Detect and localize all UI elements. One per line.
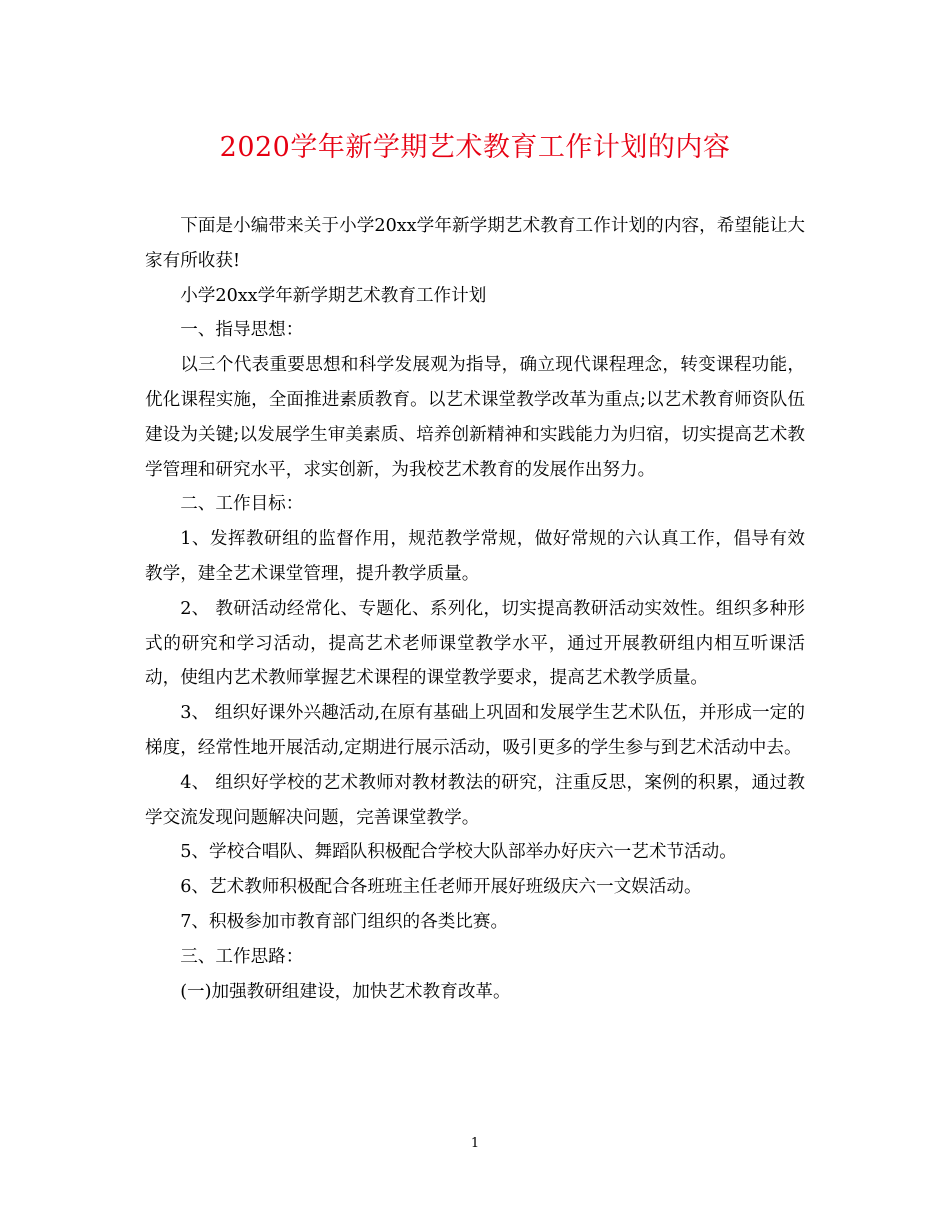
paragraph-goal-3: 3、 组织好课外兴趣活动,在原有基础上巩固和发展学生艺术队伍，并形成一定的梯度，经常性地开展活动,定期进行展示活动，吸引更多的学生参与到艺术活动中去。	[145, 703, 805, 758]
paragraph-goal-4: 4、 组织好学校的艺术教师对教材教法的研究，注重反思，案例的积累，通过教学交流发现问题解决问题，完善课堂教学。	[145, 772, 805, 828]
section-heading-work-goals: 二、工作目标：	[180, 494, 304, 515]
document-body	[145, 209, 805, 1009]
paragraph-approach-1: (一)加强教研组建设，加快艺术教育改革。	[180, 981, 511, 1002]
paragraph-intro: 下面是小编带来关于小学20xx学年新学期艺术教育工作计划的内容，希望能让大家有所收获!	[145, 216, 805, 271]
paragraph-goal-7: 7、积极参加市教育部门组织的各类比赛。	[180, 911, 509, 932]
section-heading-work-approach: 三、工作思路：	[180, 946, 304, 967]
page-number: 1	[470, 1136, 480, 1151]
paragraph-goal-2: 2、 教研活动经常化、专题化、系列化，切实提高教研活动实效性。组织多种形式的研究和学习活动，提高艺术老师课堂教学水平，通过开展教研组内相互听课活动，使组内艺术教师掌握艺术课程的课堂教学要求，提高艺术教学质量。	[145, 598, 805, 689]
paragraph-goal-1: 1、发挥教研组的监督作用，规范教学常规，做好常规的六认真工作，倡导有效教学，建全艺术课堂管理，提升教学质量。	[145, 529, 805, 584]
paragraph-guiding-thought: 以三个代表重要思想和科学发展观为指导，确立现代课程理念，转变课程功能，优化课程实施，全面推进素质教育。以艺术课堂教学改革为重点;以艺术教育师资队伍建设为关键;以发展学生审美素质、培养创新精神和实践能力为归宿，切实提高艺术教学管理和研究水平，求实创新，为我校艺术教育的发展作出努力。	[145, 355, 805, 480]
paragraph-goal-6: 6、艺术教师积极配合各班班主任老师开展好班级庆六一文娱活动。	[180, 877, 702, 898]
document-title: 2020学年新学期艺术教育工作计划的内容	[219, 132, 731, 163]
paragraph-goal-5: 5、学校合唱队、舞蹈队积极配合学校大队部举办好庆六一艺术节活动。	[180, 842, 737, 863]
section-heading-guiding-thought: 一、指导思想：	[180, 320, 304, 341]
paragraph-subtitle: 小学20xx学年新学期艺术教育工作计划	[180, 285, 487, 306]
